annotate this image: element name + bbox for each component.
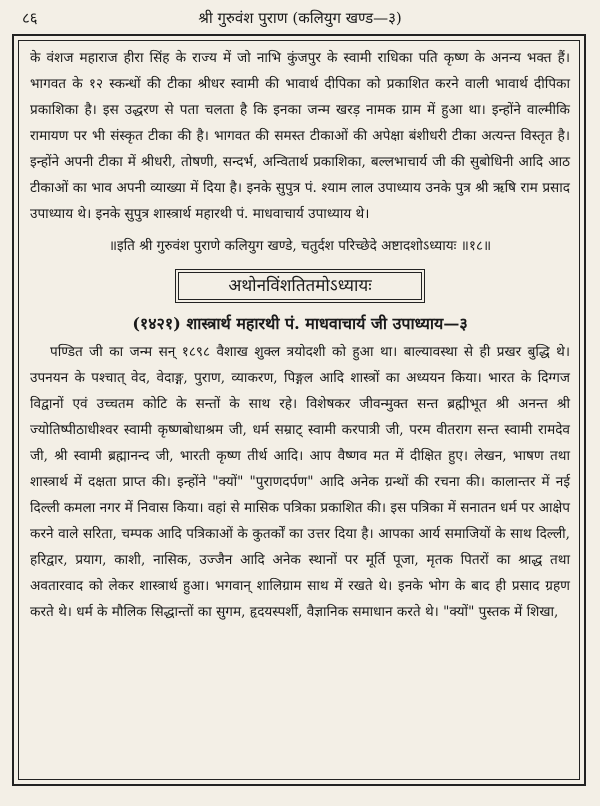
chapter-title: अथोनविंशतितमोऽध्यायः — [178, 272, 422, 300]
body-paragraph: के वंशज महाराज हीरा सिंह के राज्य में जो नाभि कुंजपुर के स्वामी राधिका पति कृष्ण के अनन्य भक्त हैं। भागवत के १२ स्कन्धों की टीका श्रीधर स्वामी की भावार्थ दीपिका को प्रकाशित करने वाली भावार्थ दीपिका प्रकाशिका है। इस उद्धरण से पता चलता है कि इनका जन्म खरड़ नामक ग्राम में हुआ था। इन्होंने वाल्मीकि रामायण पर भी संस्कृत टीका की है। भागवत की समस्त टीकाओं की अपेक्षा बंशीधरी टीका अत्यन्त विस्तृत है। इन्होंने अपनी टीका में श्रीधरी, तोषणी, सन्दर्भ, अन्वितार्थ प्रकाशिका, बल्लभाचार्य जी की सुबोधिनी आदि आठ टीकाओं का भाव अपनी व्याख्या में दिया है। इनके सुपुत्र पं. श्याम लाल उपाध्याय उनके पुत्र श्री ऋषि राम प्रसाद उपाध्याय थे। इनके सुपुत्र शास्त्रार्थ महारथी पं. माधवाचार्य उपाध्याय थे। — [30, 50, 570, 222]
running-title: श्री गुरुवंश पुराण (कलियुग खण्ड—३) — [198, 9, 402, 27]
section-heading: (१४२१) शास्त्रार्थ महारथी पं. माधवाचार्य जी उपाध्याय—३ — [132, 314, 468, 333]
chapter-title-box — [175, 269, 425, 303]
page-header — [0, 0, 600, 32]
page-body — [30, 45, 570, 625]
chapter-colophon: ॥इति श्री गुरुवंश पुराणे कलियुग खण्डे, चतुर्दश परिच्छेदे अष्टादशोऽध्यायः ॥१८॥ — [108, 238, 492, 254]
body-paragraph: पण्डित जी का जन्म सन् १८९८ वैशाख शुक्ल त्रयोदशी को हुआ था। बाल्यावस्था से ही प्रखर बुद्धि थे। उपनयन के पश्चात् वेद, वेदाङ्ग, पुराण, व्याकरण, पिङ्गल आदि शास्त्रों का अध्ययन किया। भारत के दिग्गज विद्वानों एवं उच्चतम कोटि के सन्तों के साथ रहे। विशेषकर जीवन्मुक्त सन्त ब्रह्मीभूत श्री अनन्त श्री ज्योतिष्पीठाधीश्वर स्वामी कृष्णबोधाश्रम जी, धर्म सम्राट् स्वामी करपात्री जी, परम वीतराग सन्त स्वामी रामदेव जी, श्री स्वामी ब्रह्मानन्द जी, भारती कृष्ण तीर्थ आदि। आप वैष्णव मत में दीक्षित हुए। लेखन, भाषण तथा शास्त्रार्थ में दक्षता प्राप्त की। इन्होंने "क्यों" "पुराणदर्पण" आदि अनेक ग्रन्थों की रचना की। कालान्तर में नई दिल्ली कमला नगर में निवास किया। वहां से मासिक पत्रिका प्रकाशित की। इस पत्रिका में सनातन धर्म पर आक्षेप करने वाले सरिता, चम्पक आदि पत्रिकाओं के कुतर्कों का उत्तर दिया है। आपका आर्य समाजियों के साथ दिल्ली, हरिद्वार, प्रयाग, काशी, नासिक, उज्जैन आदि अनेक स्थानों पर मूर्ति पूजा, मृतक पितरों का श्राद्ध तथा अवतारवाद को लेकर शास्त्रार्थ हुआ। भगवान् शालिग्राम साथ में रखते थे। इनके भोग के बाद ही प्रसाद ग्रहण करते थे। धर्म के मौलिक सिद्धान्तों का सुगम, हृदयस्पर्शी, वैज्ञानिक समाधान करते थे। "क्यों" पुस्तक में शिखा, — [30, 344, 570, 620]
page-number: ८६ — [22, 9, 38, 27]
